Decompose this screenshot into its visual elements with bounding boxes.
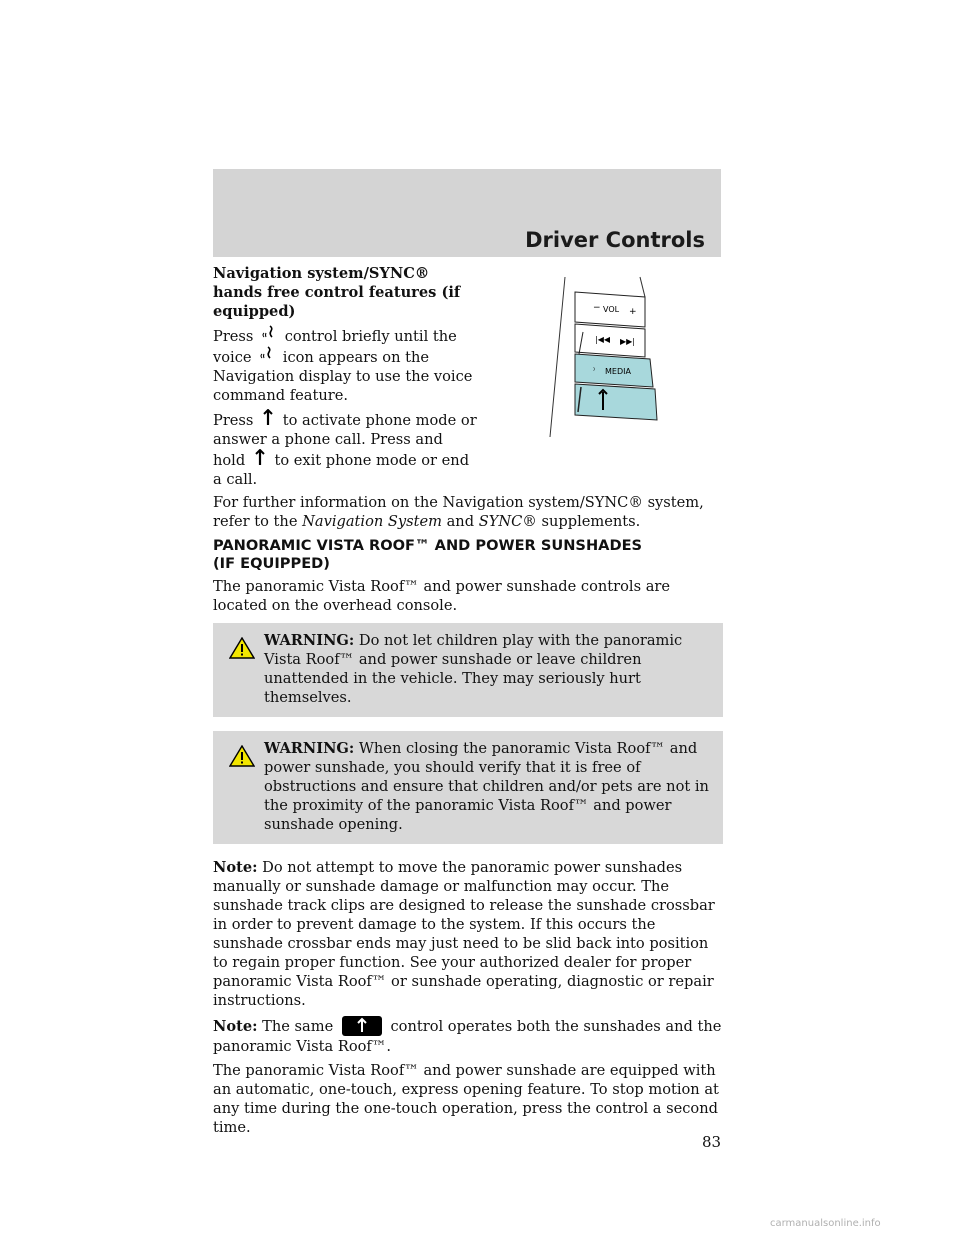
vol-label: VOL <box>603 305 620 314</box>
phone-icon <box>253 449 267 467</box>
page-number: 83 <box>702 1133 722 1151</box>
intro-p1-text-a: Press <box>213 328 254 345</box>
vol-plus-label: + <box>629 307 637 317</box>
intro-p2-text-a: Press <box>213 412 254 429</box>
voice-icon: ⁾ <box>593 366 595 375</box>
note-text-b: control operates both the sunshades and the panoramic Vista Roof™. <box>213 1018 722 1055</box>
voice-icon <box>261 325 277 343</box>
intro-paragraph-1 <box>213 325 478 405</box>
phone-icon <box>261 409 275 427</box>
warning-text: Do not let children play with the panoramic Vista Roof™ and power sunshade or leave children unattended in the vehicle. They may seriously hurt themselves. <box>264 632 683 706</box>
intro-p1-text-b: control briefly until the voice <box>213 328 457 366</box>
warning-text: When closing the panoramic Vista Roof™ and power sunshade, you should verify that it is free of obstructions and ensure that children and/or pets are not in the proximity of the panoramic Vista Roof™ and power sunshade opening. <box>264 740 709 833</box>
voice-icon <box>259 346 275 364</box>
note-label: Note: <box>213 859 258 876</box>
seek-back-icon: |◀◀ <box>595 335 610 344</box>
section-heading <box>213 537 723 573</box>
intro-p2-text-b: to activate phone mode or answer a phone call. Press and hold <box>213 412 477 469</box>
media-label: MEDIA <box>605 367 631 376</box>
page-body <box>213 264 723 1142</box>
nav-system-reference: Navigation System <box>302 513 442 530</box>
intro-heading: Navigation system/SYNC® hands free control features (if equipped) <box>213 265 461 320</box>
intro-p2-text-c: to exit phone mode or end a call. <box>213 452 470 488</box>
section-header-band <box>213 169 721 257</box>
note-text: Do not attempt to move the panoramic power sunshades manually or sunshade damage or malfunction may occur. The sunshade track clips are designed to release the sunshade crossbar in order to prevent damage to the system. If this occurs the sunshade crossbar ends may just need to be slid back into position to regain proper function. See your authorized dealer for proper panoramic Vista Roof™ or sunshade operating, diagnostic or repair instructions. <box>213 859 715 1009</box>
warning-box-2 <box>213 731 723 844</box>
warning-triangle-icon <box>229 745 255 767</box>
seek-forward-icon: ▶▶| <box>620 337 635 346</box>
warning-label: WARNING: <box>264 740 355 757</box>
note-label: Note: <box>213 1018 258 1035</box>
sync-reference: SYNC® <box>478 513 537 530</box>
watermark: carmanualsonline.info <box>770 1218 881 1229</box>
section-intro: The panoramic Vista Roof™ and power sunshade controls are located on the overhead console. <box>213 578 671 614</box>
closing-paragraph: The panoramic Vista Roof™ and power sunshade are equipped with an automatic, one-touch, express opening feature. To stop motion at any time during the one-touch operation, press the control a second time. <box>213 1062 719 1136</box>
further-text-a: For further information on the Navigation system/SYNC® system, refer to the <box>213 494 704 530</box>
section-heading-line-2: (IF EQUIPPED) <box>213 555 330 572</box>
note-paragraph-1 <box>213 858 723 1010</box>
note-paragraph-2 <box>213 1015 723 1056</box>
section-heading-line-1: PANORAMIC VISTA ROOF™ AND POWER SUNSHADES <box>213 537 643 554</box>
section-title: Driver Controls <box>525 228 705 252</box>
further-text-and: and <box>446 513 475 530</box>
intro-paragraph-2 <box>213 409 478 489</box>
warning-label: WARNING: <box>264 632 355 649</box>
sunshade-control-icon <box>341 1015 383 1037</box>
warning-box-1 <box>213 623 723 717</box>
intro-block <box>213 264 478 489</box>
vol-minus-label: − <box>593 303 601 313</box>
further-info-paragraph <box>213 493 723 531</box>
note-text-a: The same <box>262 1018 334 1035</box>
intro-p1-text-c: icon appears on the Navigation display to use the voice command feature. <box>213 349 473 404</box>
further-text-b: supplements. <box>541 513 641 530</box>
warning-triangle-icon <box>229 637 255 659</box>
